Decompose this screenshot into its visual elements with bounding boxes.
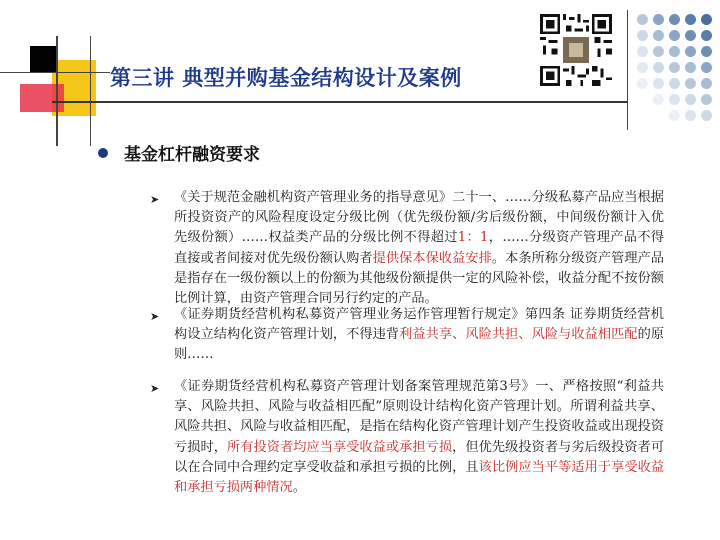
body-text: 《关于规范金融机构资产管理业务的指导意见》二十一、……分级私募产品应当根据所投资资产的风险程度设定分级比例（优先级份额/劣后级份额，中间级份额计入优先级份额）……权益类产品的分级比例不得超过	[174, 190, 664, 246]
section-heading: 基金杠杆融资要求	[124, 145, 260, 165]
body-text: 《证券期货经营机构私募资产管理业务运作管理暂行规定》第四条 证券期货经营机构设立结构化资产管理计划，不得违背	[174, 307, 664, 343]
arrow-bullet-icon: ➤	[150, 310, 160, 323]
list-item	[174, 188, 664, 309]
body-text: 《证券期货经营机构私募资产管理计划备案管理规范第3号》一、严格按照“利益共享、风险共担、风险与收益相匹配”原则设计结构化资产管理计划。所谓利益共享、风险共担、风险与收益相匹配，是指在结构化资产管理计划产生投资收益或出现投资亏损时，	[174, 379, 664, 455]
emphasis-text: 该比例应当平等适用于享受收益和承担亏损两种情况	[174, 459, 665, 496]
emphasis-text: 利益共享、风险共担、风险与收益相匹配	[399, 327, 638, 343]
arrow-bullet-icon: ➤	[150, 193, 160, 206]
emphasis-text: 所有投资者均应当享受收益或承担亏损	[226, 439, 453, 455]
header-rule	[52, 101, 628, 103]
list-item	[174, 305, 664, 366]
qr-code-icon	[540, 14, 612, 86]
body-text: 的原则……	[174, 327, 665, 363]
body-text: ，但优先级投资者与劣后级投资者可以在合同中合理约定享受收益和承担亏损的比例，且	[174, 439, 665, 475]
corner-vline	[56, 36, 58, 146]
corner-deco-black	[30, 46, 56, 72]
body-text: 。本条所称分级资产管理产品是指存在一级份额以上的份额为其他级份额提供一定的风险补偿，收益分配不按份额比例计算，由资产管理合同另行约定的产品。	[174, 250, 664, 307]
corner-vline-2	[90, 36, 91, 146]
body-text: 。	[292, 480, 306, 496]
arrow-bullet-icon: ➤	[150, 382, 160, 395]
body-text: ，……分级资产管理产品不得直接或者间接对优先级份额认购者	[174, 230, 665, 266]
page-title: 第三讲 典型并购基金结构设计及案例	[110, 66, 462, 90]
emphasis-text: 提供保本保收益安排	[372, 250, 492, 266]
right-vline	[627, 10, 628, 130]
list-item	[174, 377, 664, 498]
corner-hline	[0, 72, 110, 73]
emphasis-text: 1：1	[457, 230, 489, 246]
main-bullet-icon	[98, 148, 108, 158]
